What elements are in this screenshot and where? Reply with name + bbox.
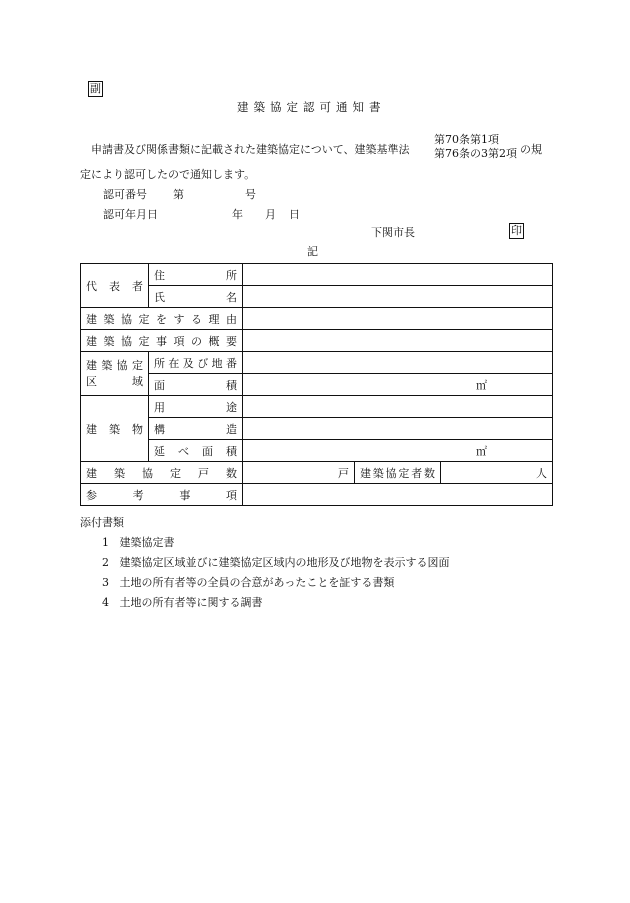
- structure-label-cell: [149, 418, 243, 440]
- attachment-text: 建築協定区域並びに建築協定区域内の地形及び地物を表示する図面: [119, 556, 450, 569]
- structure-label: 構造: [154, 422, 237, 436]
- issuer-name: 下関市長: [371, 226, 415, 239]
- table-row: [81, 330, 553, 352]
- signers-unit: 人: [536, 466, 548, 480]
- attachment-text: 建築協定書: [119, 536, 175, 549]
- attachments-section: [80, 513, 450, 613]
- table-row: [81, 396, 553, 418]
- approval-date-month: 月: [265, 208, 276, 221]
- agreement-form-table: [80, 263, 553, 506]
- use-value[interactable]: [243, 396, 553, 418]
- table-row: [81, 462, 553, 484]
- table-row: [81, 374, 553, 396]
- building-label: 建築物: [86, 422, 143, 436]
- floor-area-label-cell: [149, 440, 243, 462]
- attachment-text: 土地の所有者等の全員の合意があったことを証する書類: [119, 576, 395, 589]
- law-option-70-1: 第70条第1項: [434, 133, 499, 146]
- area-label-1: 建築協定: [86, 358, 143, 372]
- table-row: [81, 440, 553, 462]
- law-article-options: [434, 133, 517, 161]
- area-size-value[interactable]: [243, 374, 553, 396]
- issuer-seal: 印: [511, 224, 522, 237]
- table-row: [81, 308, 553, 330]
- households-unit: 戸: [338, 466, 349, 480]
- name-value[interactable]: [243, 286, 553, 308]
- structure-value[interactable]: [243, 418, 553, 440]
- attachment-number: 4: [102, 596, 109, 609]
- table-row: [81, 286, 553, 308]
- list-item: [80, 553, 450, 573]
- summary-label: 建築協定事項の概要: [86, 334, 237, 348]
- area-label-cell: [81, 352, 149, 396]
- list-item: [80, 573, 450, 593]
- summary-label-cell: [81, 330, 243, 352]
- approval-number-label: 認可番号: [103, 188, 147, 201]
- households-label-cell: [81, 462, 243, 484]
- attachments-heading: 添付書類: [80, 516, 124, 529]
- area-size-label: 面積: [154, 378, 237, 392]
- approval-number-dai: 第: [173, 188, 184, 201]
- signers-value[interactable]: [441, 462, 553, 484]
- reason-value[interactable]: [243, 308, 553, 330]
- use-label-cell: [149, 396, 243, 418]
- households-label: 建築協定戸数: [86, 466, 237, 480]
- location-label-cell: [149, 352, 243, 374]
- summary-value[interactable]: [243, 330, 553, 352]
- intro-line1-suffix: の規: [520, 143, 542, 156]
- floor-area-unit: ㎡: [476, 444, 488, 458]
- list-item: [80, 593, 450, 613]
- reason-label-cell: [81, 308, 243, 330]
- address-label-cell: [149, 264, 243, 286]
- remarks-value[interactable]: [243, 484, 553, 506]
- reason-label: 建築協定をする理由: [86, 312, 237, 326]
- remarks-label-cell: [81, 484, 243, 506]
- table-row: [81, 484, 553, 506]
- approval-date-year: 年: [232, 208, 243, 221]
- approval-number-go: 号: [245, 188, 256, 201]
- signers-label-cell: [355, 462, 441, 484]
- table-row: [81, 352, 553, 374]
- households-value[interactable]: [243, 462, 355, 484]
- representative-label: 代表者: [86, 279, 143, 293]
- table-row: [81, 264, 553, 286]
- law-option-76-3-2: 第76条の3第2項: [434, 147, 517, 160]
- address-label: 住所: [154, 268, 237, 282]
- document-title: 建築協定認可通知書: [237, 100, 386, 114]
- representative-label-cell: [81, 264, 149, 308]
- use-label: 用途: [154, 400, 237, 414]
- name-label: 氏名: [154, 290, 237, 304]
- table-row: [81, 418, 553, 440]
- attachment-number: 2: [102, 556, 109, 569]
- area-unit: ㎡: [476, 378, 488, 392]
- intro-line1-prefix: 申請書及び関係書類に記載された建築協定について、建築基準法: [91, 143, 410, 156]
- attachment-number: 3: [102, 576, 109, 589]
- location-value[interactable]: [243, 352, 553, 374]
- signers-label: 建築協定者数: [360, 466, 435, 480]
- approval-date-label: 認可年月日: [103, 208, 158, 221]
- list-item: [80, 533, 450, 553]
- attachment-number: 1: [102, 536, 109, 549]
- attachment-text: 土地の所有者等に関する調書: [119, 596, 263, 609]
- area-label-2: 区域: [86, 374, 143, 388]
- area-size-label-cell: [149, 374, 243, 396]
- copy-stamp: 副: [90, 82, 101, 95]
- floor-area-label: 延べ面積: [154, 444, 237, 458]
- location-label: 所在及び地番: [154, 356, 237, 370]
- intro-line2: 定により認可したので通知します。: [80, 168, 256, 181]
- floor-area-value[interactable]: [243, 440, 553, 462]
- building-label-cell: [81, 396, 149, 462]
- remarks-label: 参考事項: [86, 488, 237, 502]
- approval-date-day: 日: [289, 208, 300, 221]
- name-label-cell: [149, 286, 243, 308]
- address-value[interactable]: [243, 264, 553, 286]
- ki-heading: 記: [307, 245, 318, 258]
